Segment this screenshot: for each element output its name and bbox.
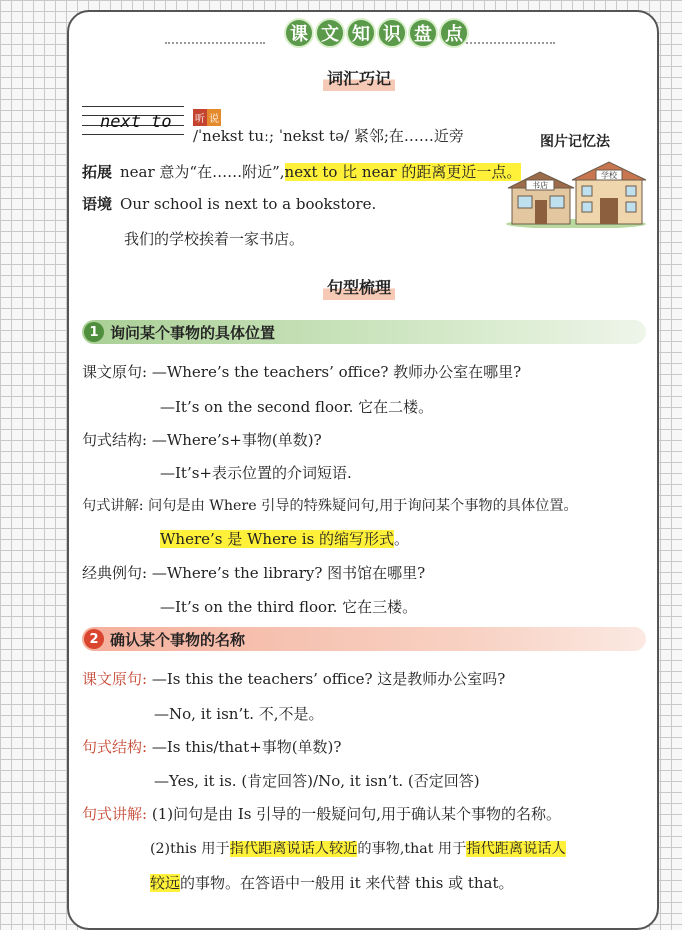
p1-explain-label: 句式讲解: — [82, 498, 144, 514]
page-header — [0, 18, 682, 48]
pattern-1-header — [82, 320, 646, 344]
title-char: 盘 — [408, 18, 438, 48]
p2-explain-label: 句式讲解: — [82, 805, 148, 823]
context-label: 语境 — [82, 195, 113, 213]
p2-explain-1: (1)问句是由 Is 引导的一般疑问句,用于确认某个事物的名称。 — [151, 805, 562, 823]
p1-original-line-1 — [82, 361, 521, 382]
p2-structure-1: —Is this/that+事物(单数)? — [151, 738, 342, 756]
p1-explain-highlight: Where’s 是 Where is 的缩写形式 — [160, 530, 395, 548]
p1-example-label: 经典例句: — [82, 564, 148, 582]
memory-method-label: 图片记忆法 — [540, 134, 610, 150]
p2-structure-label: 句式结构: — [82, 738, 148, 756]
context-english: Our school is next to a bookstore. — [120, 195, 377, 213]
context-line — [82, 193, 376, 214]
p2-explain-2c: 的事物,that 用于 — [357, 841, 467, 857]
p2-explain-line-3 — [150, 872, 514, 893]
expand-text: near 意为“在……附近”, — [120, 163, 285, 181]
divider-left — [165, 42, 265, 44]
title-char: 文 — [315, 18, 345, 48]
divider-right — [455, 42, 555, 44]
p1-original-1: —Where’s the teachers’ office? 教师办公室在哪里? — [151, 363, 522, 381]
phonetic-definition: /ˈnekst tuː; ˈnekst tə/ 紧邻;在……近旁 — [193, 127, 464, 145]
p2-explain-line-1 — [82, 803, 561, 824]
page-title — [284, 18, 470, 48]
p1-explain-1: 问句是由 Where 引导的特殊疑问句,用于询问某个事物的具体位置。 — [148, 498, 578, 514]
p2-explain-3b: 的事物。在答语中一般用 it 来代替 this 或 that。 — [180, 874, 514, 892]
p2-structure-2: —Yes, it is. (肯定回答)/No, it isn’t. (否定回答) — [154, 772, 480, 790]
title-char: 点 — [439, 18, 469, 48]
p1-structure-1: —Where’s+事物(单数)? — [151, 431, 322, 449]
p2-explain-line-2 — [150, 838, 566, 858]
bookstore-sign: 书店 — [532, 181, 548, 190]
pattern-2-header — [82, 627, 646, 651]
p2-explain-2b: 指代距离说话人较近 — [229, 841, 358, 857]
p2-explain-2a: (2)this 用于 — [150, 841, 230, 857]
p1-example-line-1 — [82, 562, 425, 583]
p1-structure-2: —It’s+表示位置的介词短语. — [160, 464, 352, 482]
p1-original-2: —It’s on the second floor. 它在二楼。 — [160, 398, 434, 416]
p2-original-line-1 — [82, 668, 505, 689]
p1-example-1: —Where’s the library? 图书馆在哪里? — [151, 564, 426, 582]
p1-structure-label: 句式结构: — [82, 431, 148, 449]
patterns-section-title: 句型梳理 — [323, 275, 395, 300]
p1-explain-end: 。 — [394, 530, 410, 548]
p1-example-2: —It’s on the third floor. 它在三楼。 — [160, 598, 418, 616]
pattern-2-number: 2 — [84, 629, 104, 649]
pattern-2-title: 确认某个事物的名称 — [110, 630, 246, 649]
school-sign: 学校 — [601, 171, 617, 180]
p1-explain-line-2 — [160, 528, 409, 549]
p2-original-1: —Is this the teachers’ office? 这是教师办公室吗? — [151, 670, 506, 688]
p2-original-2: —No, it isn’t. 不,不是。 — [154, 705, 324, 723]
p1-original-label: 课文原句: — [82, 363, 148, 381]
p1-structure-line-1 — [82, 429, 322, 450]
title-char: 课 — [284, 18, 314, 48]
pattern-1-title: 询问某个事物的具体位置 — [110, 323, 276, 342]
p1-explain-line-1 — [82, 495, 578, 515]
pattern-1-number: 1 — [84, 322, 104, 342]
speak-badge: 说 — [207, 109, 221, 126]
listen-badge: 听 — [193, 109, 207, 126]
expand-highlight: next to 比 near 的距离更近一点。 — [284, 163, 522, 181]
context-chinese: 我们的学校挨着一家书店。 — [124, 230, 305, 248]
expand-label: 拓展 — [82, 163, 113, 181]
title-char: 知 — [346, 18, 376, 48]
p2-explain-3a: 较远 — [150, 874, 181, 892]
p2-original-label: 课文原句: — [82, 670, 148, 688]
vocab-section-title: 词汇巧记 — [323, 66, 395, 91]
title-char: 识 — [377, 18, 407, 48]
p2-structure-line-1 — [82, 736, 341, 757]
listen-speak-badge — [193, 109, 221, 126]
expand-line — [82, 161, 521, 182]
school-bookstore-illustration — [504, 158, 649, 228]
vocab-word: next to — [100, 112, 172, 132]
p2-explain-2d: 指代距离说话人 — [466, 841, 566, 857]
